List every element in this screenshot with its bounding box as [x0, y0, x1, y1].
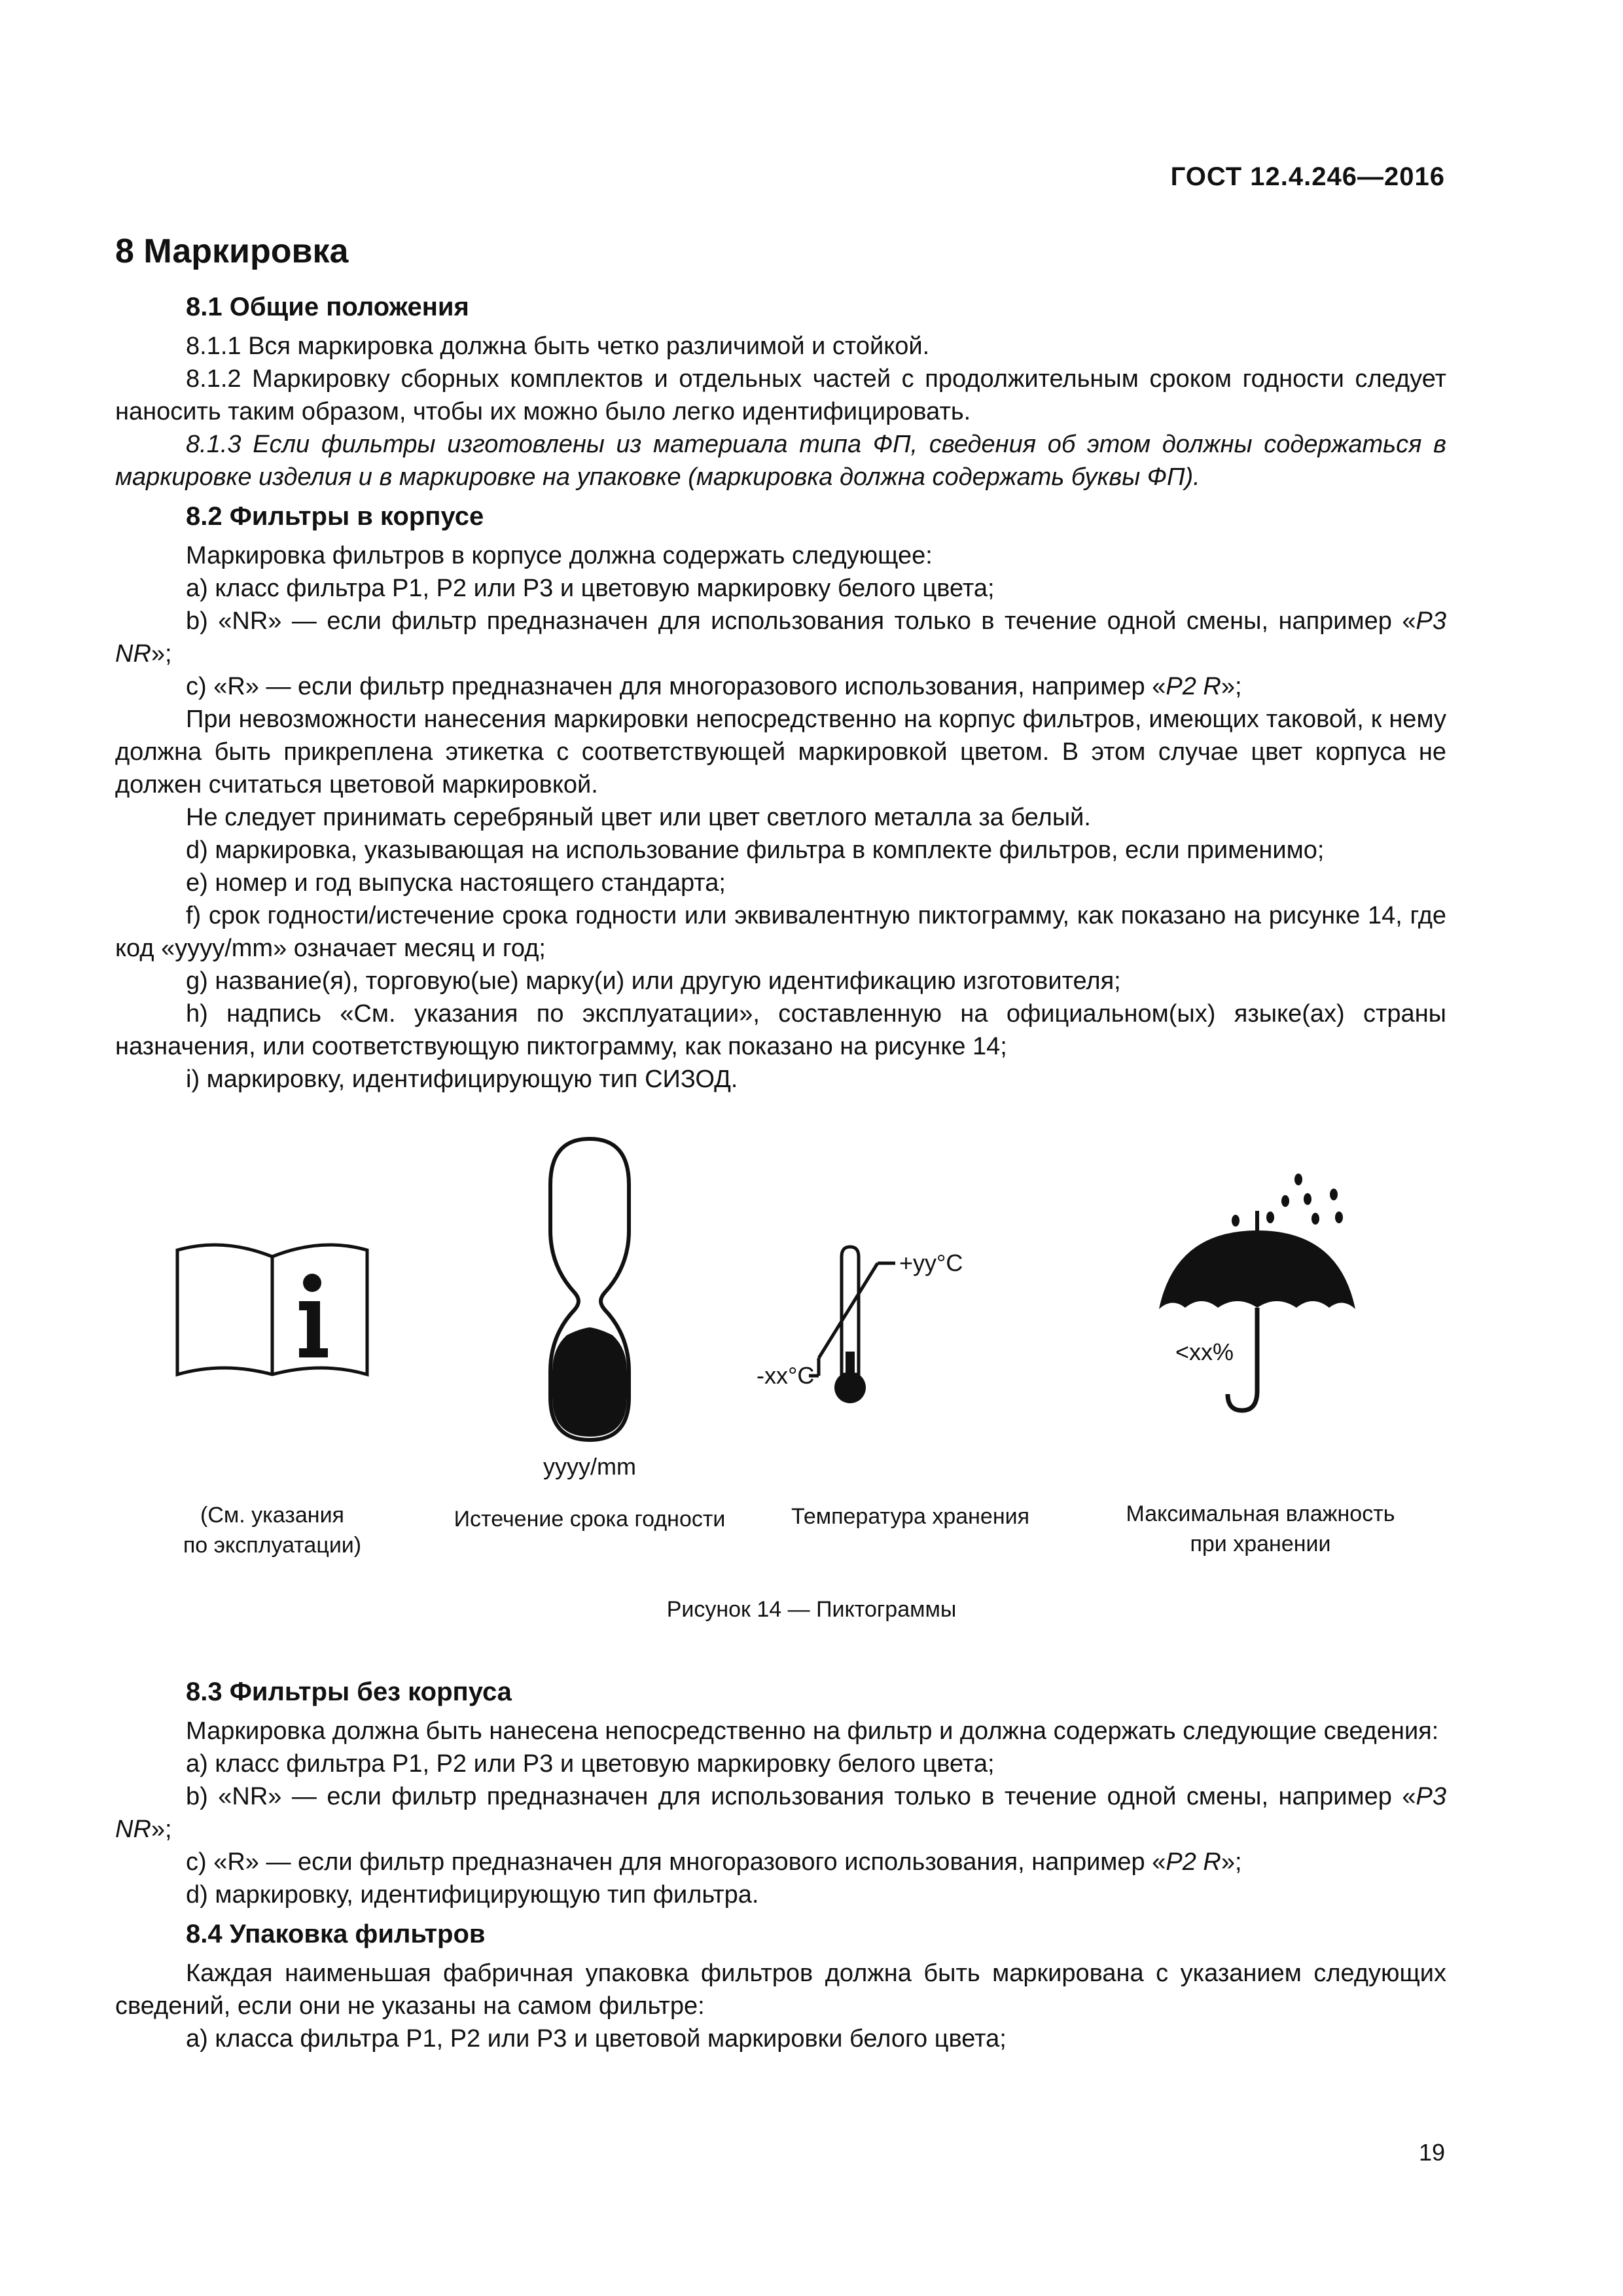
upper-text — [115, 230, 1446, 1096]
list-item-8-2-d: d) маркировка, указывающая на использование фильтра в комплекте фильтров, если применимо; — [186, 836, 1325, 864]
pictogram-1-caption: (См. указания по эксплуатации) — [183, 1503, 362, 1558]
umbrella-humidity-icon — [1136, 1172, 1372, 1420]
standard-code: ГОСТ 12.4.246—2016 — [1170, 162, 1445, 191]
temperature-high-label: +yy°C — [899, 1249, 963, 1276]
paragraph-8-2-note1: При невозможности нанесения маркировки непосредственно на корпус фильтров, имеющих таковой, к нему должна быть прикреплена этикетка с соответствующей маркировкой цветом. В этом случае цвет корпуса не должен считаться цветовой маркировкой. — [115, 706, 1446, 798]
heading-8-2: 8.2 Фильтры в корпусе — [186, 502, 484, 531]
list-item-8-3-d: d) маркировку, идентифицирующую тип фильтра. — [186, 1881, 759, 1909]
paragraph-8-4-intro: Каждая наименьшая фабричная упаковка фильтров должна быть маркирована с указанием следующих сведений, если они не указаны на самом фильтре: — [115, 1960, 1446, 2020]
list-item-8-2-f: f) срок годности/истечение срока годности или эквивалентную пиктограмму, как показано на рисунке 14, где код «yyyy/mm» означает месяц и год; — [115, 902, 1446, 962]
list-item-8-2-c: c) «R» — если фильтр предназначен для многоразового использования, например «P2 R»; — [186, 673, 1242, 700]
page-number: 19 — [1418, 2139, 1445, 2166]
thermometer-icon — [757, 1211, 1031, 1433]
heading-8-3: 8.3 Фильтры без корпуса — [186, 1677, 512, 1706]
list-item-8-2-b: b) «NR» — если фильтр предназначен для использования только в течение одной смены, например «P3 NR»; — [115, 607, 1446, 668]
paragraph-8-1-2: 8.1.2 Маркировку сборных комплектов и отдельных частей с продолжительным сроком годности следует наносить таким образом, чтобы их можно было легко идентифицировать. — [115, 365, 1446, 425]
humidity-value-label: <xx% — [1175, 1338, 1234, 1365]
list-item-8-2-e: e) номер и год выпуска настоящего стандарта; — [186, 869, 726, 897]
pictogram-2-caption: Истечение срока годности — [454, 1507, 726, 1532]
list-item-8-4-a: a) класса фильтра Р1, Р2 или Р3 и цветовой маркировки белого цвета; — [186, 2025, 1007, 2053]
lower-text — [115, 1676, 1446, 2055]
pictogram-4-caption: Максимальная влажность при хранении — [1126, 1501, 1395, 1556]
list-item-8-2-a: a) класс фильтра Р1, Р2 или Р3 и цветовую маркировку белого цвета; — [186, 575, 995, 602]
instructions-book-icon — [171, 1237, 374, 1381]
section-title: 8 Маркировка — [115, 232, 349, 270]
figure-14 — [115, 1106, 1446, 1630]
list-item-8-2-h: h) надпись «См. указания по эксплуатации», составленную на официальном(ых) языке(ах) страны назначения, или соответствующую пиктограмму, как показано на рисунке 14; — [115, 1000, 1446, 1060]
heading-8-1: 8.1 Общие положения — [186, 293, 469, 321]
list-item-8-2-i: i) маркировку, идентифицирующую тип СИЗОД. — [186, 1066, 738, 1093]
paragraph-8-2-intro: Маркировка фильтров в корпусе должна содержать следующее: — [186, 542, 933, 569]
paragraph-8-1-1: 8.1.1 Вся маркировка должна быть четко различимой и стойкой. — [186, 332, 930, 360]
pictogram-3-caption: Температура хранения — [791, 1504, 1030, 1529]
paragraph-8-2-note2: Не следует принимать серебряный цвет или цвет светлого металла за белый. — [186, 804, 1091, 831]
list-item-8-3-c: c) «R» — если фильтр предназначен для многоразового использования, например «P2 R»; — [186, 1848, 1242, 1876]
list-item-8-3-b: b) «NR» — если фильтр предназначен для использования только в течение одной смены, например «P3 NR»; — [115, 1783, 1446, 1843]
paragraph-8-1-3: 8.1.3 Если фильтры изготовлены из материала типа ФП, сведения об этом должны содержаться в маркировке изделия и в маркировке на упаковке (маркировка должна содержать буквы ФП). — [115, 431, 1446, 491]
list-item-8-3-a: a) класс фильтра Р1, Р2 или Р3 и цветовую маркировку белого цвета; — [186, 1750, 995, 1778]
paragraph-8-3-intro: Маркировка должна быть нанесена непосредственно на фильтр и должна содержать следующие сведения: — [186, 1717, 1439, 1745]
figure-14-caption: Рисунок 14 — Пиктограммы — [666, 1597, 957, 1622]
expiry-code-label: yyyy/mm — [543, 1453, 636, 1480]
hourglass-icon — [527, 1132, 652, 1446]
temperature-low-label: -xx°C — [757, 1362, 815, 1389]
list-item-8-2-g: g) название(я), торговую(ые) марку(и) или другую идентификацию изготовителя; — [186, 967, 1121, 995]
heading-8-4: 8.4 Упаковка фильтров — [186, 1920, 486, 1948]
